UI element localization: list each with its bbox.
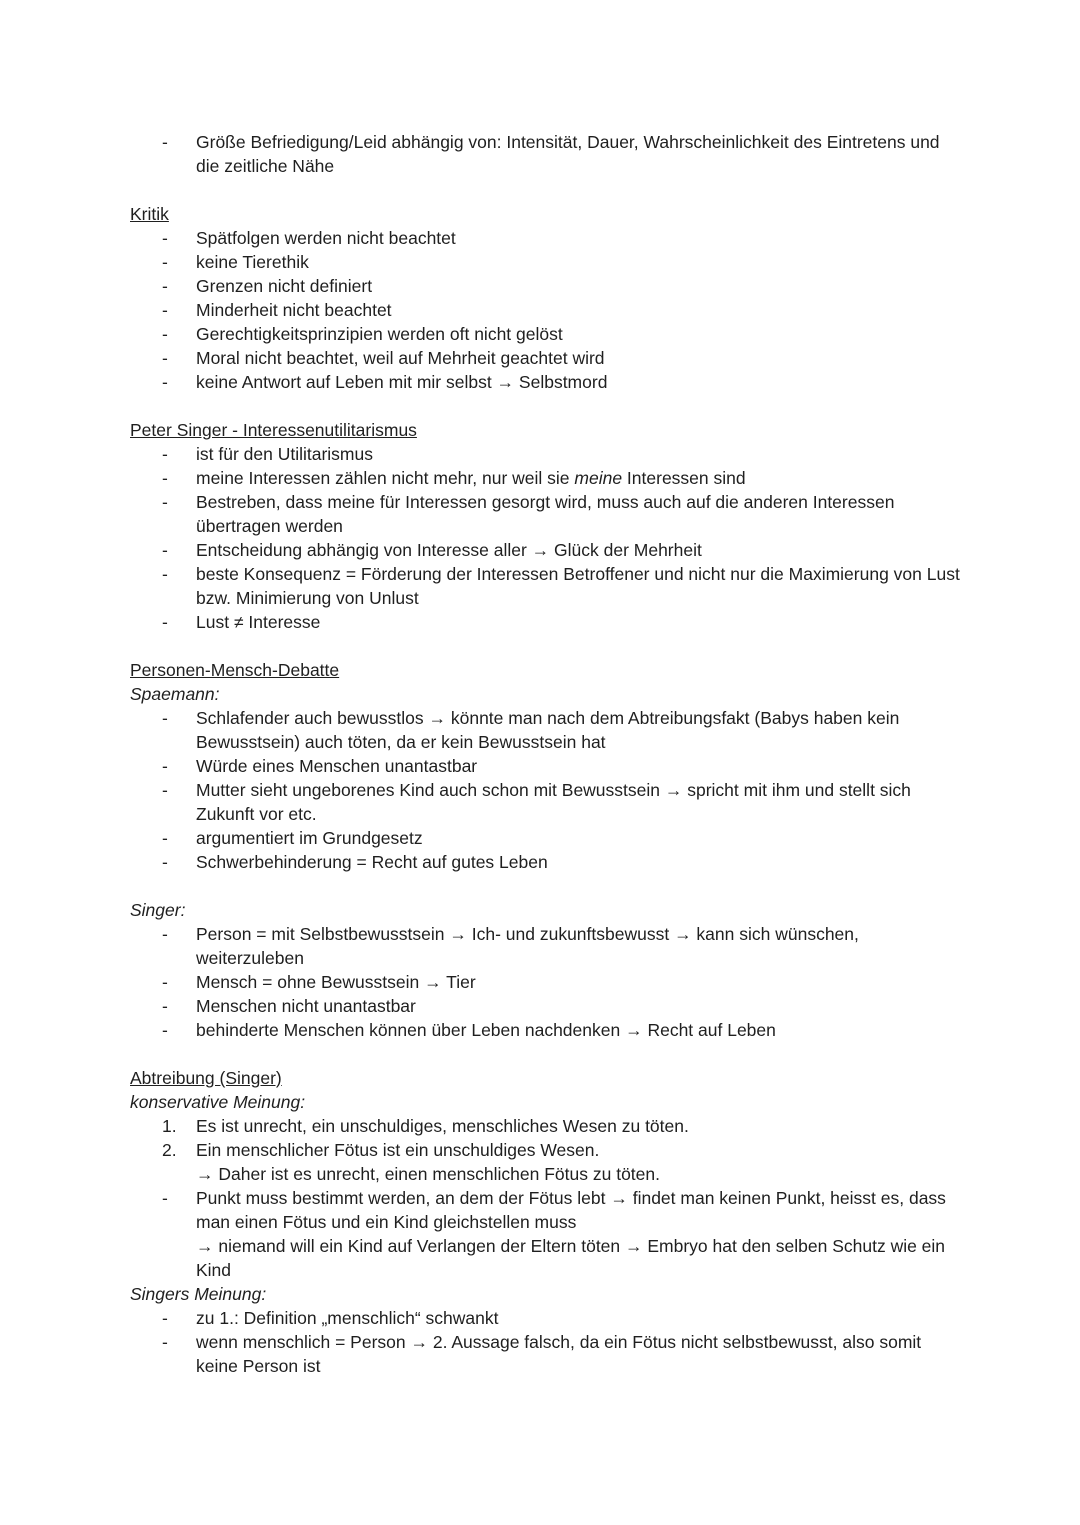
numbered-item — [130, 1114, 960, 1138]
list-item — [130, 466, 960, 490]
item-text: Es ist unrecht, ein unschuldiges, menschliches Wesen zu töten. — [196, 1116, 689, 1136]
list-item — [130, 1330, 960, 1378]
interessen-list — [130, 442, 960, 634]
item-text-pre: meine Interessen zählen nicht mehr, nur weil sie — [196, 468, 575, 488]
dash-marker: - — [162, 372, 168, 392]
section-heading-interessenutilitarismus: Peter Singer - Interessenutilitarismus — [130, 420, 417, 440]
dash-marker: - — [162, 708, 168, 728]
item-text: Würde eines Menschen unantastbar — [196, 756, 478, 776]
dash-marker: - — [162, 132, 168, 152]
dash-marker: - — [162, 276, 168, 296]
dash-marker: - — [162, 444, 168, 464]
section-heading-kritik: Kritik — [130, 204, 169, 224]
list-item — [130, 130, 960, 178]
item-text: Punkt muss bestimmt werden, an dem der Fötus lebt → findet man keinen Punkt, heisst es, dass man einen Fötus und ein Kind gleichstellen muss — [196, 1188, 946, 1232]
numbered-item — [130, 1138, 960, 1186]
item-text: Spätfolgen werden nicht beachtet — [196, 228, 456, 248]
item-text: Bestreben, dass meine für Interessen gesorgt wird, muss auch auf die anderen Interessen übertragen werden — [196, 492, 895, 536]
item-text: Größe Befriedigung/Leid abhängig von: Intensität, Dauer, Wahrscheinlichkeit des Eintretens und die zeitliche Nähe — [196, 132, 940, 176]
intro-list — [130, 130, 960, 178]
subheading-konservativ: konservative Meinung: — [130, 1092, 306, 1112]
section-heading-abtreibung: Abtreibung (Singer) — [130, 1068, 282, 1088]
number-marker: 1. — [162, 1116, 177, 1136]
list-item — [130, 346, 960, 370]
list-item — [130, 970, 960, 994]
item-text: Entscheidung abhängig von Interesse aller → Glück der Mehrheit — [196, 540, 702, 560]
item-text-emphasis: meine — [574, 468, 623, 488]
list-item — [130, 994, 960, 1018]
list-item — [130, 370, 960, 394]
dash-marker: - — [162, 1308, 168, 1328]
list-item — [130, 850, 960, 874]
dash-marker: - — [162, 540, 168, 560]
list-item — [130, 322, 960, 346]
dash-marker: - — [162, 828, 168, 848]
list-item — [130, 226, 960, 250]
dash-marker: - — [162, 996, 168, 1016]
dash-marker: - — [162, 468, 168, 488]
dash-marker: - — [162, 756, 168, 776]
item-text: Mensch = ohne Bewusstsein → Tier — [196, 972, 476, 992]
item-text: Gerechtigkeitsprinzipien werden oft nicht gelöst — [196, 324, 563, 344]
list-item — [130, 538, 960, 562]
item-text: behinderte Menschen können über Leben nachdenken → Recht auf Leben — [196, 1020, 776, 1040]
item-text: Moral nicht beachtet, weil auf Mehrheit geachtet wird — [196, 348, 605, 368]
dash-marker: - — [162, 612, 168, 632]
dash-marker: - — [162, 852, 168, 872]
singers-meinung-list — [130, 1306, 960, 1378]
item-text: zu 1.: Definition „menschlich“ schwankt — [196, 1308, 499, 1328]
item-text-post: Interessen sind — [622, 468, 746, 488]
number-marker: 2. — [162, 1140, 177, 1160]
item-text: Ein menschlicher Fötus ist ein unschuldiges Wesen. — [196, 1140, 600, 1160]
dash-marker: - — [162, 564, 168, 584]
dash-marker: - — [162, 492, 168, 512]
dash-marker: - — [162, 300, 168, 320]
item-text: keine Antwort auf Leben mit mir selbst → Selbstmord — [196, 372, 608, 392]
dash-marker: - — [162, 924, 168, 944]
subheading-singer: Singer: — [130, 900, 186, 920]
item-text: Minderheit nicht beachtet — [196, 300, 392, 320]
list-item — [130, 1018, 960, 1042]
dash-marker: - — [162, 348, 168, 368]
subheading-singers-meinung: Singers Meinung: — [130, 1284, 267, 1304]
dash-marker: - — [162, 972, 168, 992]
kritik-list — [130, 226, 960, 394]
list-item — [130, 1186, 960, 1282]
dash-marker: - — [162, 1188, 168, 1208]
dash-marker: - — [162, 780, 168, 800]
item-text: Schwerbehinderung = Recht auf gutes Leben — [196, 852, 548, 872]
list-item — [130, 250, 960, 274]
item-text: Grenzen nicht definiert — [196, 276, 373, 296]
konservativ-list — [130, 1186, 960, 1282]
dash-marker: - — [162, 1020, 168, 1040]
konservativ-numbered-list — [130, 1114, 960, 1186]
list-item — [130, 754, 960, 778]
dash-marker: - — [162, 252, 168, 272]
document-content — [130, 130, 960, 1378]
item-subline: → Daher ist es unrecht, einen menschlichen Fötus zu töten. — [196, 1164, 660, 1184]
dash-marker: - — [162, 1332, 168, 1352]
item-text: wenn menschlich = Person → 2. Aussage falsch, da ein Fötus nicht selbstbewusst, also somit keine Person ist — [196, 1332, 922, 1376]
section-heading-debatte: Personen-Mensch-Debatte — [130, 660, 340, 680]
list-item — [130, 922, 960, 970]
item-text: Menschen nicht unantastbar — [196, 996, 416, 1016]
list-item — [130, 706, 960, 754]
item-text: Person = mit Selbstbewusstsein → Ich- und zukunftsbewusst → kann sich wünschen, weiterzuleben — [196, 924, 859, 968]
list-item — [130, 490, 960, 538]
item-text: Lust ≠ Interesse — [196, 612, 321, 632]
item-subline: → niemand will ein Kind auf Verlangen der Eltern töten → Embryo hat den selben Schutz wie ein Kind — [196, 1236, 946, 1280]
item-text: argumentiert im Grundgesetz — [196, 828, 423, 848]
list-item — [130, 274, 960, 298]
list-item — [130, 442, 960, 466]
list-item — [130, 562, 960, 610]
item-text: beste Konsequenz = Förderung der Interessen Betroffener und nicht nur die Maximierung von Lust bzw. Minimierung von Unlust — [196, 564, 960, 608]
singer-list — [130, 922, 960, 1042]
subheading-spaemann: Spaemann: — [130, 684, 220, 704]
list-item — [130, 778, 960, 826]
item-text: Schlafender auch bewusstlos → könnte man nach dem Abtreibungsfakt (Babys haben kein Bewusstsein) auch töten, da er kein Bewusstsein hat — [196, 708, 900, 752]
list-item — [130, 298, 960, 322]
spaemann-list — [130, 706, 960, 874]
dash-marker: - — [162, 324, 168, 344]
list-item — [130, 826, 960, 850]
list-item — [130, 610, 960, 634]
item-text: keine Tierethik — [196, 252, 309, 272]
item-text: ist für den Utilitarismus — [196, 444, 373, 464]
dash-marker: - — [162, 228, 168, 248]
list-item — [130, 1306, 960, 1330]
item-text: Mutter sieht ungeborenes Kind auch schon mit Bewusstsein → spricht mit ihm und stellt sich Zukunft vor etc. — [196, 780, 911, 824]
